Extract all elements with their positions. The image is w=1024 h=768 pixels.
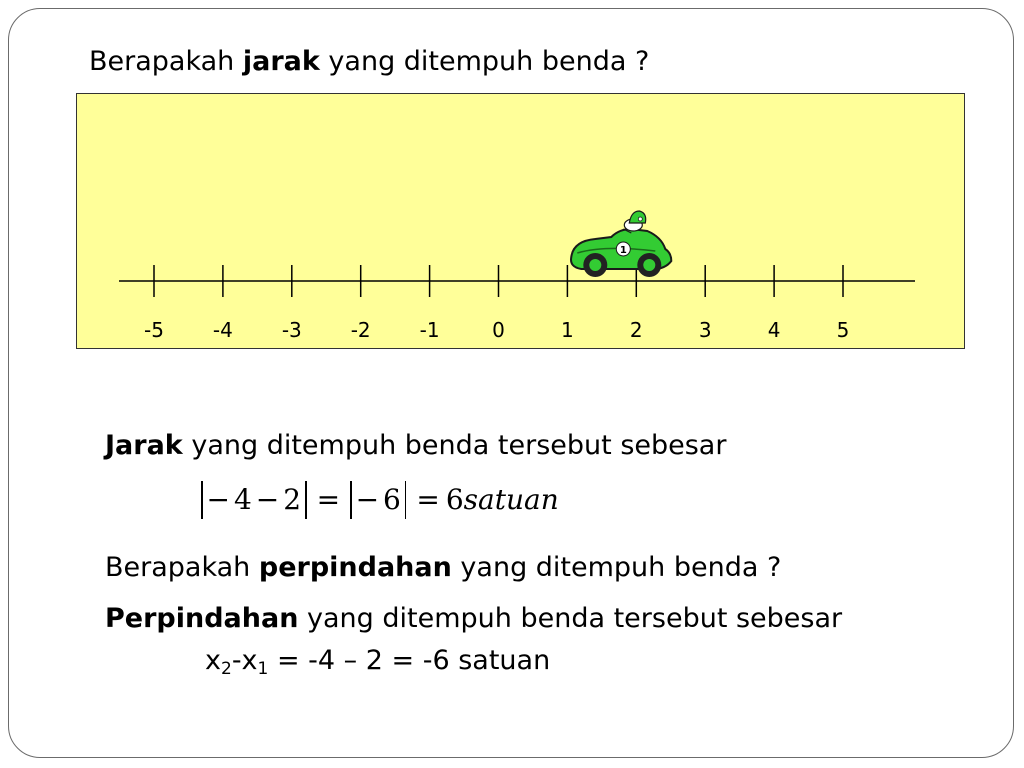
tick-label: 4 bbox=[767, 318, 781, 342]
formula-equals: = bbox=[416, 483, 440, 516]
jarak-statement bbox=[105, 430, 726, 462]
perpindahan-formula bbox=[205, 645, 550, 677]
question-jarak-bold: jarak bbox=[242, 46, 320, 77]
tick-label: 2 bbox=[629, 318, 643, 342]
formula-result-number: 6 bbox=[445, 483, 464, 516]
car-number: 1 bbox=[619, 245, 627, 256]
question-perpindahan-bold: perpindahan bbox=[258, 552, 452, 583]
formula-minus: − bbox=[355, 483, 380, 516]
jarak-rest: yang ditempuh benda tersebut sebesar bbox=[182, 430, 727, 461]
abs-bar bbox=[201, 481, 203, 519]
tick-label: 0 bbox=[492, 318, 505, 342]
question-jarak bbox=[89, 46, 649, 78]
question-jarak-suffix: yang ditempuh benda ? bbox=[319, 46, 650, 77]
perpindahan-statement bbox=[105, 603, 842, 635]
number-line bbox=[77, 94, 966, 350]
tick-label: -4 bbox=[212, 318, 233, 342]
tick-label: 3 bbox=[698, 318, 712, 342]
pf-expression: = -4 – 2 = -6 satuan bbox=[268, 645, 551, 676]
jarak-bold: Jarak bbox=[105, 430, 183, 461]
pf-x: x bbox=[205, 645, 221, 676]
pf-minus-x: -x bbox=[231, 645, 258, 676]
tick-label: -5 bbox=[144, 318, 164, 342]
tick-label: -1 bbox=[419, 318, 440, 342]
formula-six: 6 bbox=[383, 483, 401, 516]
formula-equals: = bbox=[316, 483, 341, 516]
abs-bar bbox=[405, 481, 407, 519]
perpindahan-rest: yang ditempuh benda tersebut sebesar bbox=[298, 603, 843, 634]
number-line-panel bbox=[76, 93, 965, 349]
formula-minus: − bbox=[255, 483, 280, 516]
race-car-icon bbox=[571, 211, 671, 277]
formula-result-unit: satuan bbox=[463, 483, 559, 516]
perpindahan-bold: Perpindahan bbox=[105, 603, 299, 634]
tick-label: -2 bbox=[350, 318, 371, 342]
question-jarak-prefix: Berapakah bbox=[89, 46, 243, 77]
formula-four: 4 bbox=[233, 483, 252, 516]
abs-bar bbox=[350, 481, 352, 519]
pf-sub-2: 2 bbox=[220, 659, 232, 679]
jarak-formula bbox=[197, 478, 559, 522]
tick-label: 1 bbox=[561, 318, 574, 342]
question-perpindahan-prefix: Berapakah bbox=[105, 552, 259, 583]
formula-minus: − bbox=[206, 483, 230, 516]
tick-label: 5 bbox=[836, 318, 850, 342]
formula-two: 2 bbox=[283, 483, 302, 516]
question-perpindahan-suffix: yang ditempuh benda ? bbox=[451, 552, 782, 583]
question-perpindahan bbox=[105, 552, 781, 584]
abs-bar bbox=[305, 481, 307, 519]
pf-sub-1: 1 bbox=[257, 659, 269, 679]
number-line-ticks bbox=[144, 265, 849, 342]
tick-label: -3 bbox=[281, 318, 302, 342]
